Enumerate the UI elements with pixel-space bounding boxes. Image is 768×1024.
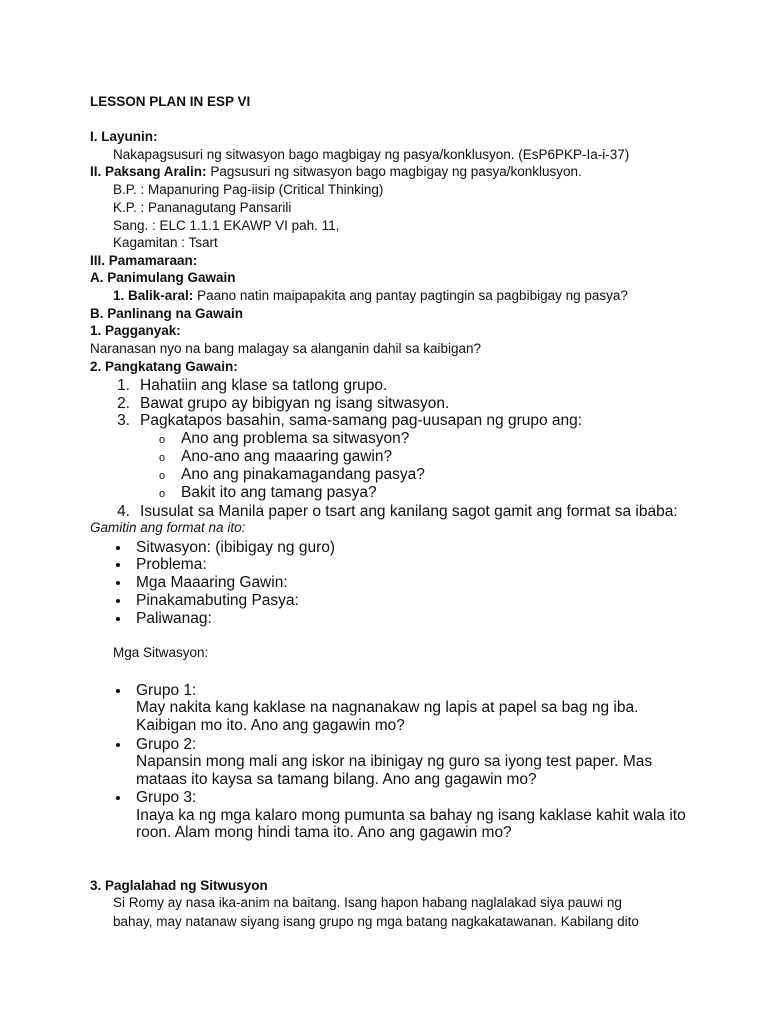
pamamaraan-heading: III. Pamamaraan: [90, 253, 198, 268]
sub-question: Ano ang problema sa sitwasyon? [181, 430, 410, 447]
step-text: Bawat grupo ay bibigyan ng isang sitwasyon. [140, 395, 450, 412]
panlinang-heading: B. Panlinang na Gawain [90, 306, 244, 321]
paksang-aralin-heading: II. Paksang Aralin: [90, 164, 207, 179]
document-title: LESSON PLAN IN ESP VI [90, 94, 251, 109]
sitwasyon-heading: Mga Sitwasyon: [113, 645, 209, 660]
paksang-aralin-kp: K.P. : Pananagutang Pansarili [113, 200, 292, 215]
paksang-aralin-line [90, 165, 582, 179]
step-text: Pagkatapos basahin, sama-samang pag-uusapan ng grupo ang: [140, 412, 583, 429]
paglalahad-heading: 3. Paglalahad ng Sitwusyon [90, 878, 268, 893]
step-number: 2. [117, 395, 130, 412]
paksang-aralin-sang: Sang. : ELC 1.1.1 EKAWP VI pah. 11, [113, 218, 340, 233]
format-item: Paliwanag: [136, 610, 212, 627]
sub-bullet-marker: o [159, 470, 166, 482]
bullet-dot [116, 689, 120, 693]
pangkatang-gawain-heading: 2. Pangkatang Gawain: [90, 359, 238, 374]
step-number: 1. [117, 377, 130, 394]
sub-question: Bakit ito ang tamang pasya? [181, 484, 377, 501]
paglalahad-text: Si Romy ay nasa ika-anim na baitang. Isang hapon habang naglalakad siya pauwi ng [113, 895, 622, 910]
grupo-text: roon. Alam mong hindi tama ito. Ano ang gagawin mo? [136, 824, 512, 841]
bullet-dot [116, 796, 120, 800]
layunin-text: Nakapagsusuri ng sitwasyon bago magbigay ng pasya/konklusyon. (EsP6PKP-Ia-i-37) [113, 147, 630, 162]
grupo-text: Inaya ka ng mga kalaro mong pumunta sa bahay ng isang kaklase kahit wala ito [136, 807, 686, 824]
bullet-dot [116, 581, 120, 585]
pagganyak-heading: 1. Pagganyak: [90, 323, 181, 338]
format-intro: Gamitin ang format na ito: [90, 520, 246, 535]
bullet-dot [116, 563, 120, 567]
balik-aral-line [113, 289, 628, 303]
grupo-text: mataas ito kaysa sa tamang bilang. Ano ang gagawin mo? [136, 771, 537, 788]
grupo-label: Grupo 3: [136, 789, 197, 806]
bullet-dot [116, 599, 120, 603]
balik-aral-label: 1. Balik-aral: [113, 288, 194, 303]
sub-question: Ano ang pinakamagandang pasya? [181, 466, 425, 483]
sub-bullet-marker: o [159, 434, 166, 446]
bullet-dot [116, 743, 120, 747]
format-item: Sitwasyon: (ibibigay ng guro) [136, 539, 336, 556]
step-text: Isusulat sa Manila paper o tsart ang kanilang sagot gamit ang format sa ibaba: [140, 503, 678, 520]
format-item: Pinakamabuting Pasya: [136, 592, 299, 609]
bullet-dot [116, 546, 120, 550]
panimulang-gawain-heading: A. Panimulang Gawain [90, 270, 236, 285]
format-item: Problema: [136, 556, 207, 573]
sub-bullet-marker: o [159, 452, 166, 464]
bullet-dot [116, 617, 120, 621]
paksang-aralin-bp: B.P. : Mapanuring Pag-iisip (Critical Thinking) [113, 182, 384, 197]
grupo-text: Napansin mong mali ang iskor na ibinigay ng guro sa iyong test paper. Mas [136, 753, 653, 770]
sub-bullet-marker: o [159, 488, 166, 500]
sub-question: Ano-ano ang maaaring gawin? [181, 448, 393, 465]
step-text: Hahatiin ang klase sa tatlong grupo. [140, 377, 388, 394]
grupo-label: Grupo 1: [136, 682, 197, 699]
grupo-text: May nakita kang kaklase na nagnanakaw ng lapis at papel sa bag ng iba. [136, 699, 639, 716]
step-number: 3. [117, 412, 130, 429]
format-item: Mga Maaaring Gawin: [136, 574, 288, 591]
step-number: 4. [117, 503, 130, 520]
paglalahad-text: bahay, may natanaw siyang isang grupo ng mga batang nagkakatawanan. Kabilang dito [113, 914, 639, 929]
pagganyak-text: Naranasan nyo na bang malagay sa alanganin dahil sa kaibigan? [90, 341, 482, 356]
balik-aral-text: Paano natin maipapakita ang pantay pagtingin sa pagbibigay ng pasya? [197, 288, 628, 303]
grupo-label: Grupo 2: [136, 736, 197, 753]
layunin-heading: I. Layunin: [90, 129, 158, 144]
paksang-aralin-text: Pagsusuri ng sitwasyon bago magbigay ng pasya/konklusyon. [210, 164, 582, 179]
grupo-text: Kaibigan mo ito. Ano ang gagawin mo? [136, 717, 405, 734]
paksang-aralin-kagamitan: Kagamitan : Tsart [113, 235, 218, 250]
